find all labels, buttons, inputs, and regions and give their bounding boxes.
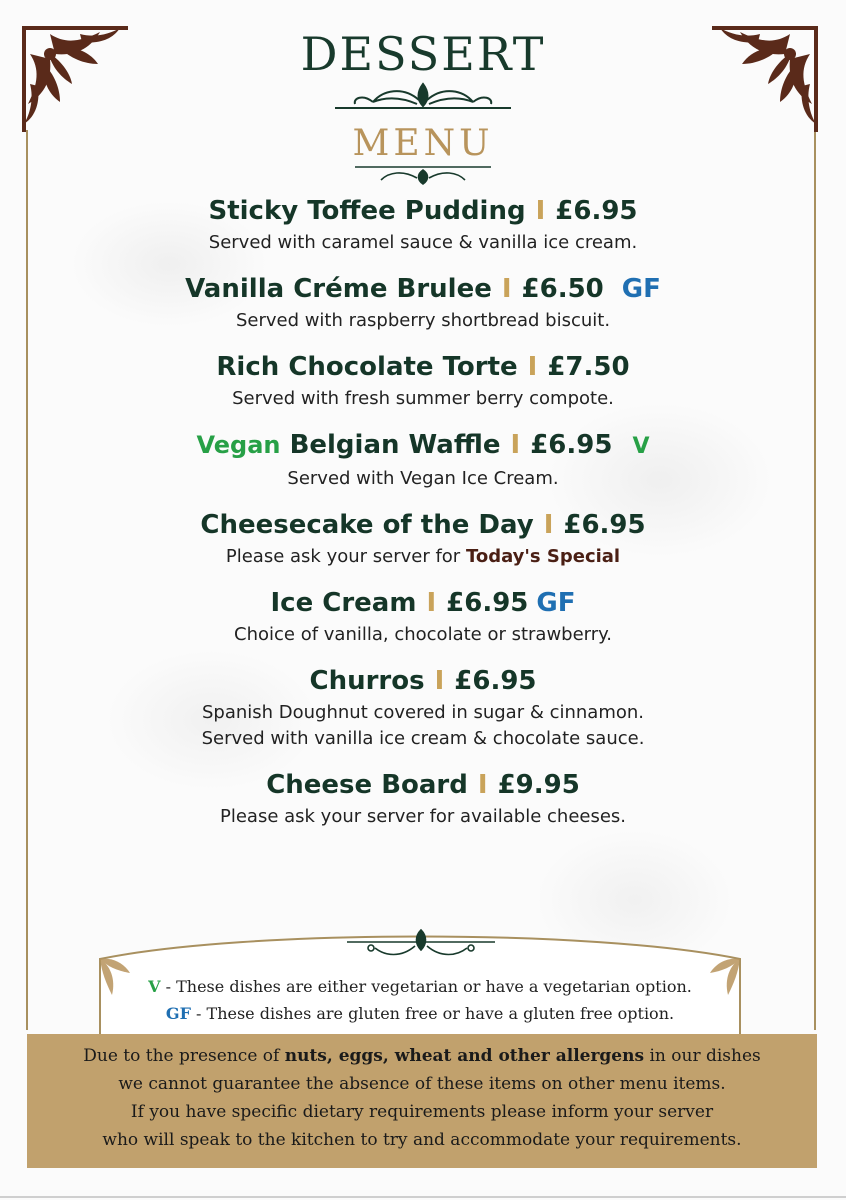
allergen-line xyxy=(27,1042,817,1070)
legend-v-text: - These dishes are either vegetarian or have a vegetarian option. xyxy=(160,977,692,996)
menu-item xyxy=(0,426,846,492)
gluten-free-badge: GF xyxy=(621,274,661,304)
item-name: Ice Cream xyxy=(270,588,417,618)
separator: I xyxy=(477,770,488,800)
item-price: £9.95 xyxy=(497,770,580,800)
menu-header xyxy=(0,28,846,186)
legend-vegetarian xyxy=(96,973,744,1000)
separator: I xyxy=(535,196,546,226)
allergen-line: If you have specific dietary requirements please inform your server xyxy=(130,1102,714,1122)
vegetarian-badge: V xyxy=(632,434,650,459)
vegan-prefix: Vegan xyxy=(196,431,281,459)
item-description xyxy=(0,544,846,570)
menu-item xyxy=(0,766,846,830)
item-description: Served with raspberry shortbread biscuit. xyxy=(235,310,611,331)
menu-items xyxy=(0,192,846,844)
dietary-legend xyxy=(96,973,744,1027)
item-title xyxy=(0,270,846,308)
legend-gf-code: GF xyxy=(165,1004,191,1023)
item-name: Belgian Waffle xyxy=(289,430,501,460)
item-name: Rich Chocolate Torte xyxy=(216,352,518,382)
separator: I xyxy=(434,666,445,696)
item-title xyxy=(0,584,846,622)
item-price: £6.50 xyxy=(521,274,604,304)
separator: I xyxy=(510,430,521,460)
item-name: Vanilla Créme Brulee xyxy=(185,274,492,304)
item-description: Please ask your server for available cheeses. xyxy=(219,806,627,827)
todays-special-text: Today's Special xyxy=(465,546,621,567)
item-description: Spanish Doughnut covered in sugar & cinnamon. xyxy=(201,702,645,723)
item-description: Served with fresh summer berry compote. xyxy=(232,388,614,409)
allergen-text: Due to the presence of xyxy=(83,1046,285,1066)
menu-item xyxy=(0,584,846,648)
separator: I xyxy=(543,510,554,540)
bottom-border xyxy=(0,1196,846,1198)
item-name: Cheese Board xyxy=(266,770,468,800)
menu-item xyxy=(0,192,846,256)
allergen-emphasis: nuts, eggs, wheat and other allergens xyxy=(284,1046,645,1066)
separator: I xyxy=(501,274,512,304)
menu-item xyxy=(0,662,846,752)
legend-v-code: V xyxy=(148,977,161,996)
item-name: Cheesecake of the Day xyxy=(200,510,534,540)
allergen-line: we cannot guarantee the absence of these items on other menu items. xyxy=(118,1074,726,1094)
item-price: £7.50 xyxy=(547,352,630,382)
item-title xyxy=(0,426,846,466)
item-title xyxy=(0,192,846,230)
scroll-ornament-icon xyxy=(345,928,497,960)
menu-item xyxy=(0,348,846,412)
legend-gf-text: - These dishes are gluten free or have a gluten free option. xyxy=(190,1004,675,1023)
title-menu: MENU xyxy=(352,123,494,164)
allergen-text: in our dishes xyxy=(644,1046,761,1066)
allergen-notice xyxy=(27,1042,817,1154)
item-price: £6.95 xyxy=(530,430,613,460)
item-price: £6.95 xyxy=(454,666,537,696)
item-description-text: Please ask your server for xyxy=(225,546,466,567)
separator: I xyxy=(426,588,437,618)
allergen-line: who will speak to the kitchen to try and accommodate your requirements. xyxy=(102,1130,742,1150)
item-title xyxy=(0,662,846,700)
menu-item xyxy=(0,270,846,334)
item-price: £6.95 xyxy=(555,196,638,226)
legend-gluten-free xyxy=(96,1000,744,1027)
gluten-free-badge: GF xyxy=(536,588,576,618)
item-description: Choice of vanilla, chocolate or strawberry. xyxy=(234,624,612,645)
item-price: £6.95 xyxy=(563,510,646,540)
item-title xyxy=(0,348,846,386)
scroll-ornament-icon xyxy=(353,164,493,186)
item-name: Sticky Toffee Pudding xyxy=(208,196,526,226)
menu-item xyxy=(0,506,846,570)
separator: I xyxy=(527,352,538,382)
item-description: Served with caramel sauce & vanilla ice cream. xyxy=(208,232,638,253)
title-dessert: DESSERT xyxy=(300,27,546,81)
item-description: Served with Vegan Ice Cream. xyxy=(287,468,559,489)
item-name: Churros xyxy=(309,666,425,696)
item-title xyxy=(0,506,846,544)
item-description: Served with vanilla ice cream & chocolate sauce. xyxy=(201,728,645,749)
scroll-ornament-icon xyxy=(333,80,513,114)
item-title xyxy=(0,766,846,804)
item-price: £6.95 xyxy=(446,588,529,618)
